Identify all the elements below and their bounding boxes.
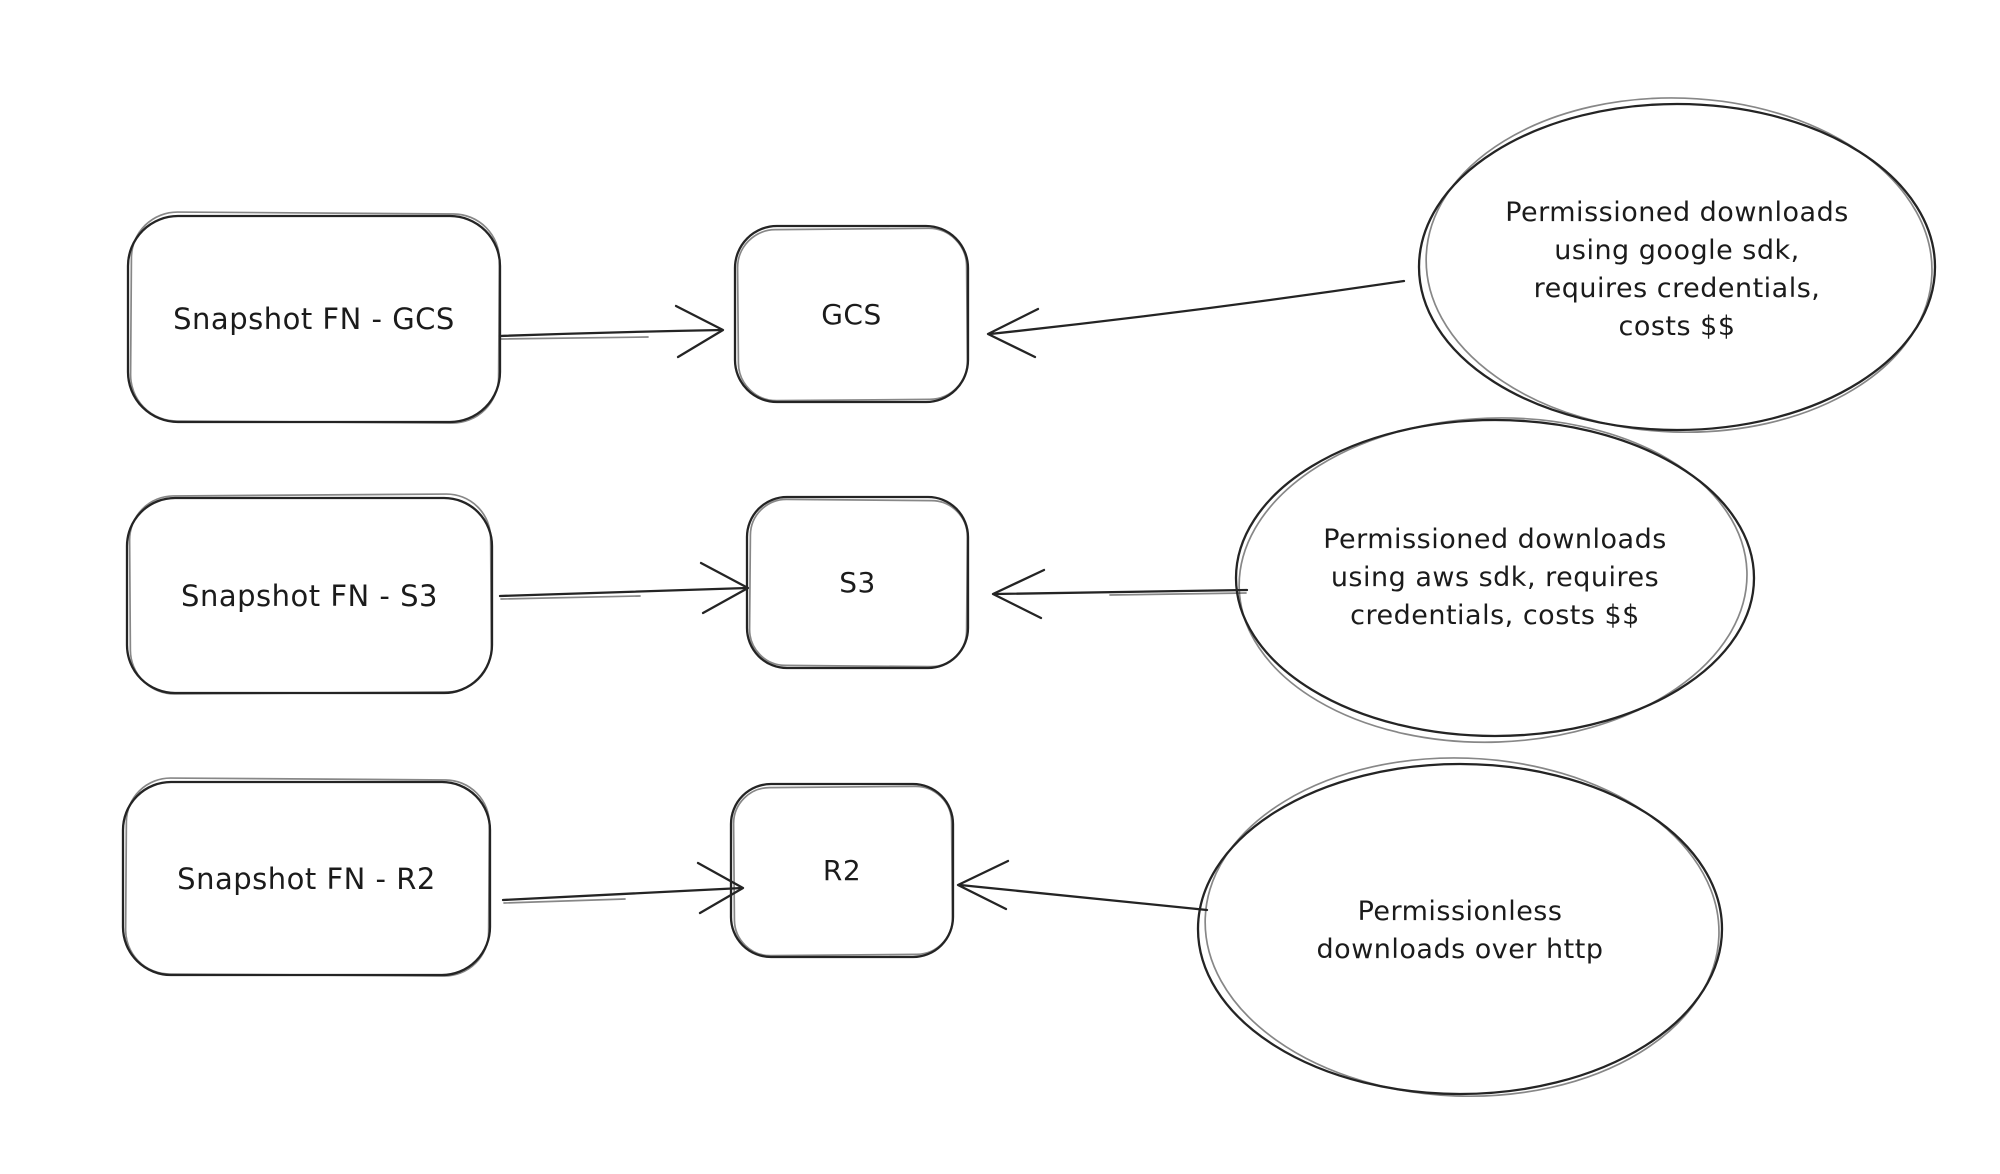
note-r2	[1198, 893, 1722, 969]
target-node-r2-label: R2	[822, 854, 862, 887]
source-node-s3-label: Snapshot FN - S3	[181, 578, 438, 613]
arrow-gcs-source-to-target	[500, 306, 723, 357]
note-gcs	[1419, 194, 1935, 346]
arrow-s3-source-to-target	[500, 563, 748, 613]
note-line: Permissionless	[1357, 896, 1563, 927]
note-line: costs $$	[1618, 311, 1736, 342]
note-s3	[1236, 521, 1754, 635]
arrow-r2-note-to-target	[958, 861, 1207, 910]
source-node-r2-label: Snapshot FN - R2	[177, 861, 436, 896]
arrow-r2-source-to-target	[503, 863, 743, 913]
note-line: credentials, costs $$	[1350, 600, 1640, 631]
target-node-gcs-label: GCS	[821, 297, 882, 331]
note-line: downloads over http	[1316, 934, 1604, 965]
source-node-gcs-label: Snapshot FN - GCS	[173, 302, 455, 336]
arrow-gcs-note-to-target	[988, 281, 1404, 357]
note-line: using google sdk,	[1554, 235, 1800, 266]
target-node-s3-label: S3	[839, 566, 876, 599]
note-line: Permissioned downloads	[1505, 197, 1849, 228]
arrow-s3-note-to-target	[993, 570, 1247, 618]
note-line: using aws sdk, requires	[1330, 562, 1660, 593]
note-line: Permissioned downloads	[1323, 524, 1667, 555]
note-line: requires credentials,	[1533, 273, 1821, 304]
